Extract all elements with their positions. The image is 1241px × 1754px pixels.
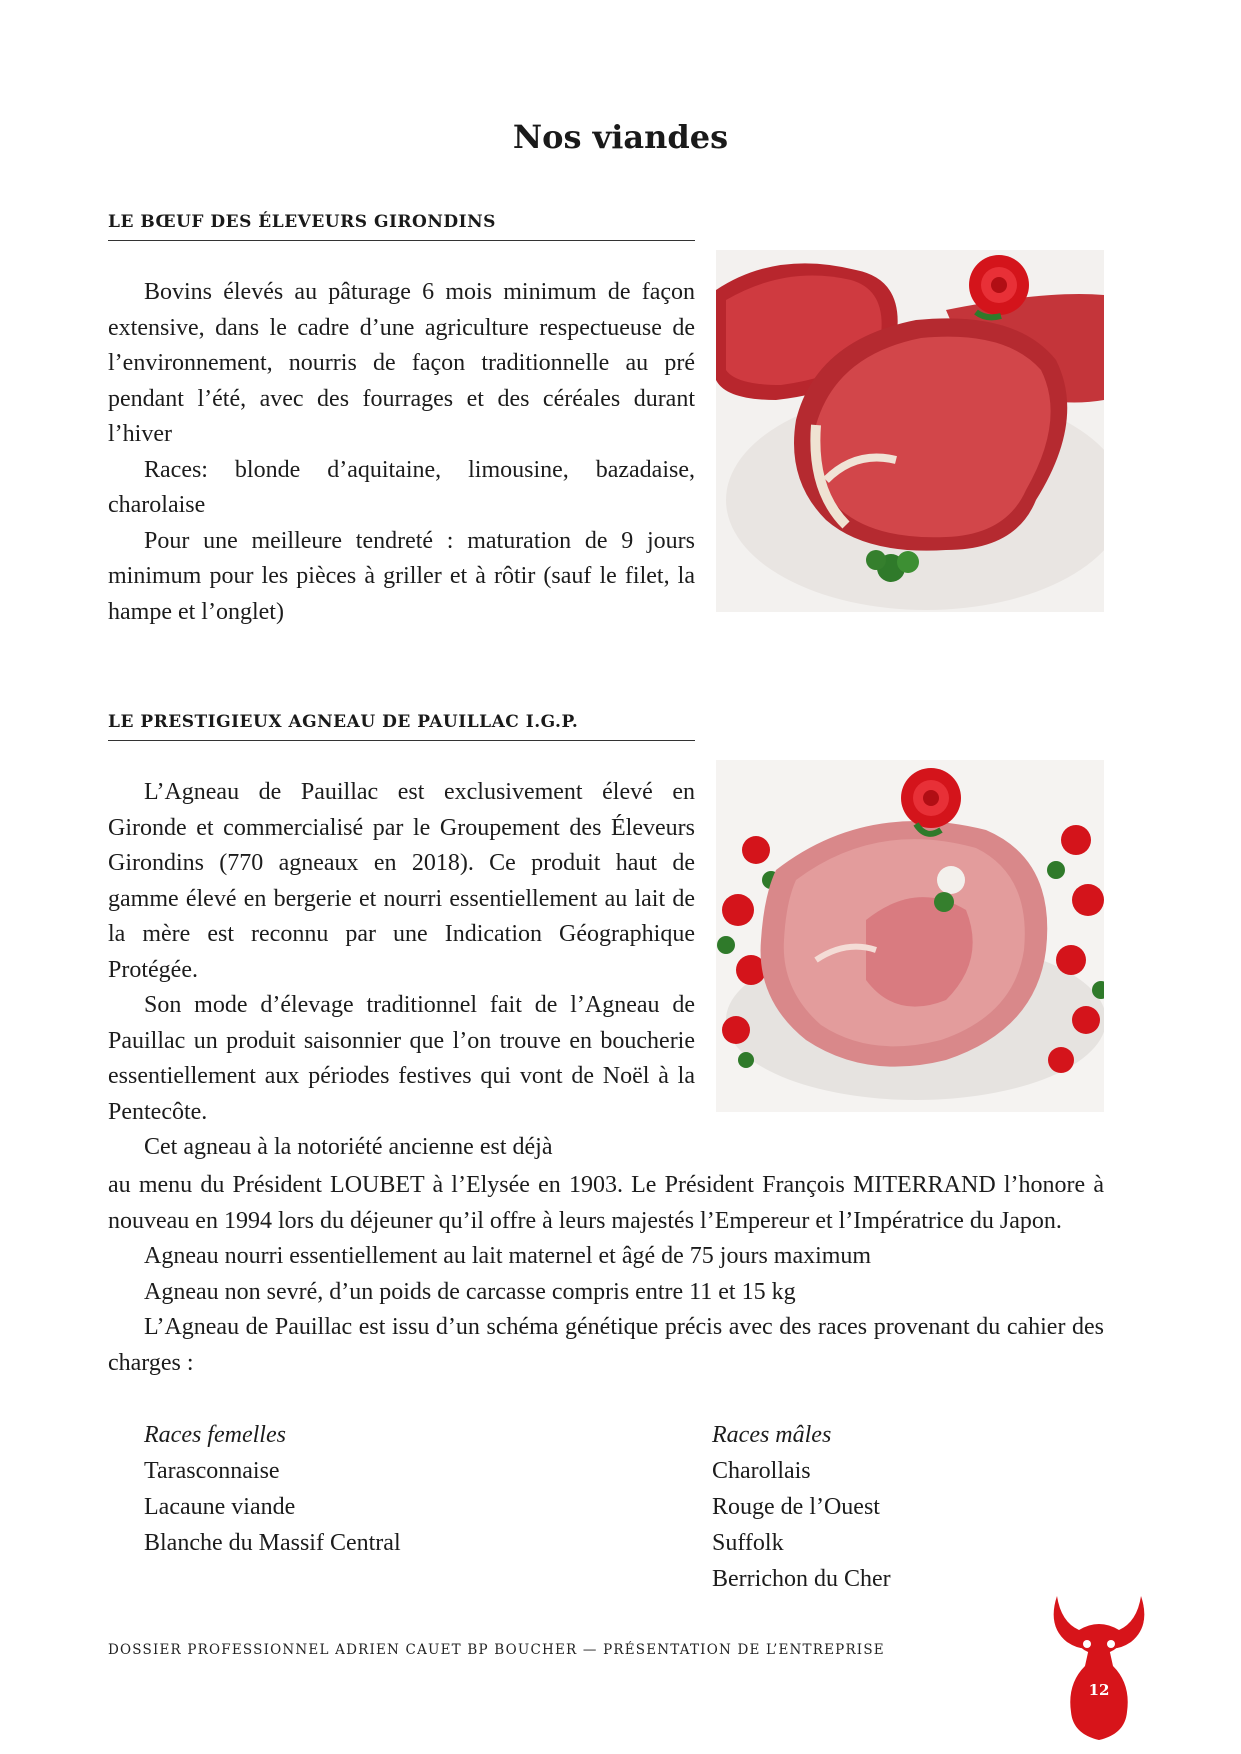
beef-paragraph: Bovins élevés au pâturage 6 mois minimum de façon extensive, dans le cadre d’une agriculture respectueuse de l’environnement, nourris de façon traditionnelle au pré pendant l’été, avec des fourrages et des céréales durant l’hiver <box>108 279 695 447</box>
breed-item: Suffolk <box>712 1530 784 1556</box>
breed-item: Berrichon du Cher <box>712 1566 891 1592</box>
lamb-body-wide <box>108 1168 1104 1381</box>
bull-logo-icon <box>1045 1596 1153 1740</box>
male-breeds-heading: Races mâles <box>712 1422 832 1448</box>
page-number: 12 <box>1088 1681 1110 1699</box>
female-breeds-column <box>144 1417 401 1561</box>
lamb-paragraph: Agneau non sevré, d’un poids de carcasse compris entre 11 et 15 kg <box>144 1278 796 1305</box>
breed-item: Lacaune viande <box>144 1494 296 1520</box>
beef-paragraph: Pour une meilleure tendreté : maturation de 9 jours minimum pour les pièces à griller et à rôtir (sauf le filet, la hampe et l’onglet) <box>108 527 695 625</box>
breed-item: Charollais <box>712 1458 811 1484</box>
page-title: Nos viandes <box>512 118 729 156</box>
lamb-paragraph: Cet agneau à la notoriété ancienne est déjà <box>144 1134 553 1160</box>
beef-paragraph: Races: blonde d’aquitaine, limousine, bazadaise, charolaise <box>108 456 695 518</box>
breed-item: Rouge de l’Ouest <box>712 1494 880 1520</box>
male-breeds-column <box>712 1417 891 1597</box>
lamb-paragraph: L’Agneau de Pauillac est exclusivement élevé en Gironde et commercialisé par le Groupement des Éleveurs Girondins (770 agneaux en 2018). Ce produit haut de gamme élevé en bergerie et nourri essentiellement au lait de la mère est reconnu par une Indication Géographique Protégée. <box>108 779 695 983</box>
beef-photo <box>716 250 1104 612</box>
beef-body <box>108 275 695 630</box>
lamb-photo <box>716 760 1104 1112</box>
lamb-paragraph: Son mode d’élevage traditionnel fait de l’Agneau de Pauillac un produit saisonnier que l’on trouve en boucherie essentiellement aux périodes festives qui vont de Noël à la Pentecôte. <box>108 992 695 1125</box>
lamb-section-heading: LE PRESTIGIEUX AGNEAU DE PAUILLAC I.G.P. <box>108 712 695 741</box>
lamb-body-narrow <box>108 775 695 1166</box>
beef-section-heading: LE BŒUF DES ÉLEVEURS GIRONDINS <box>108 212 695 241</box>
page-footer: DOSSIER PROFESSIONNEL ADRIEN CAUET BP BOUCHER — PRÉSENTATION DE L’ENTREPRISE <box>108 1642 885 1658</box>
lamb-paragraph: L’Agneau de Pauillac est issu d’un schéma génétique précis avec des races provenant du cahier des charges : <box>108 1314 1104 1376</box>
breed-item: Tarasconnaise <box>144 1458 280 1484</box>
breed-item: Blanche du Massif Central <box>144 1530 401 1556</box>
female-breeds-heading: Races femelles <box>144 1422 286 1448</box>
lamb-paragraph: au menu du Président LOUBET à l’Elysée en 1903. Le Président François MITERRAND l’honore à nouveau en 1994 lors du déjeuner qu’il offre à leurs majestés l’Empereur et l’Impératrice du Japon. <box>108 1172 1104 1234</box>
lamb-paragraph: Agneau nourri essentiellement au lait maternel et âgé de 75 jours maximum <box>144 1243 872 1269</box>
